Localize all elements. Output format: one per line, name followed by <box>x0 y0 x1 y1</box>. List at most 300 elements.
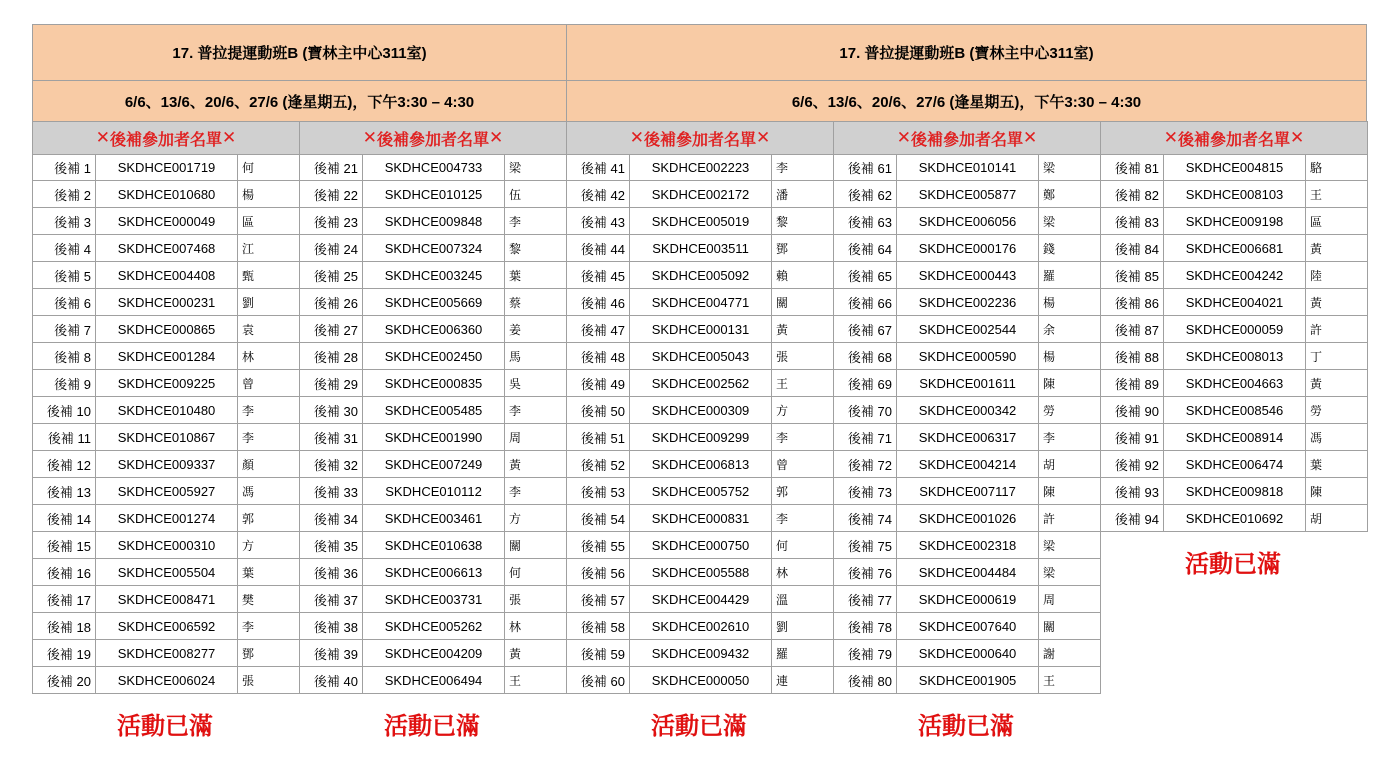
table-row <box>833 316 1101 343</box>
waitlist-number: 後補 4 <box>33 235 96 261</box>
member-id: SKDHCE005262 <box>363 613 505 639</box>
waitlist-number: 後補 86 <box>1101 289 1164 315</box>
waitlist-number: 後補 48 <box>567 343 630 369</box>
member-surname: 鄧 <box>242 646 255 661</box>
member-id: SKDHCE005877 <box>897 181 1039 207</box>
member-id: SKDHCE000050 <box>630 667 772 693</box>
member-surname: 周 <box>1043 592 1056 607</box>
member-surname: 李 <box>242 403 255 418</box>
member-id: SKDHCE002610 <box>630 613 772 639</box>
waitlist-number: 後補 2 <box>33 181 96 207</box>
table-row <box>833 613 1101 640</box>
member-surname: 錢 <box>1043 241 1056 256</box>
table-row <box>566 613 834 640</box>
table-row <box>32 478 300 505</box>
table-row <box>566 343 834 370</box>
waitlist-number: 後補 71 <box>834 424 897 450</box>
table-row <box>1100 424 1368 451</box>
waitlist-number: 後補 22 <box>300 181 363 207</box>
x-mark-icon: ✕ <box>1023 128 1038 147</box>
waitlist-number: 後補 41 <box>567 154 630 180</box>
waitlist-number: 後補 7 <box>33 316 96 342</box>
table-row <box>833 208 1101 235</box>
member-id: SKDHCE001990 <box>363 424 505 450</box>
member-surname: 李 <box>509 403 522 418</box>
member-id: SKDHCE002223 <box>630 154 772 180</box>
table-row <box>299 451 567 478</box>
member-surname: 李 <box>1043 430 1056 445</box>
waitlist-number: 後補 89 <box>1101 370 1164 396</box>
waitlist-number: 後補 12 <box>33 451 96 477</box>
member-surname: 王 <box>509 673 522 688</box>
waitlist-number: 後補 40 <box>300 667 363 693</box>
member-surname: 黎 <box>509 241 522 256</box>
member-id: SKDHCE004021 <box>1164 289 1306 315</box>
table-row <box>1100 343 1368 370</box>
member-surname: 黎 <box>776 214 789 229</box>
waitlist-number: 後補 43 <box>567 208 630 234</box>
column-header-label: 後補參加者名單 <box>109 131 222 149</box>
member-surname: 李 <box>509 214 522 229</box>
x-mark-icon: ✕ <box>629 128 644 147</box>
waitlist-number: 後補 46 <box>567 289 630 315</box>
member-id: SKDHCE009818 <box>1164 478 1306 504</box>
waitlist-number: 後補 57 <box>567 586 630 612</box>
waitlist-number: 後補 85 <box>1101 262 1164 288</box>
waitlist-number: 後補 18 <box>33 613 96 639</box>
x-mark-icon: ✕ <box>362 128 377 147</box>
member-id: SKDHCE010112 <box>363 478 505 504</box>
member-id: SKDHCE005019 <box>630 208 772 234</box>
member-id: SKDHCE004663 <box>1164 370 1306 396</box>
table-row <box>566 478 834 505</box>
waitlist-number: 後補 80 <box>834 667 897 693</box>
table-row <box>299 289 567 316</box>
waitlist-number: 後補 8 <box>33 343 96 369</box>
member-surname: 袁 <box>242 322 255 337</box>
member-id: SKDHCE000049 <box>96 208 238 234</box>
member-surname: 張 <box>509 592 522 607</box>
waitlist-number: 後補 10 <box>33 397 96 423</box>
table-row <box>299 613 567 640</box>
table-row <box>833 262 1101 289</box>
waitlist-number: 後補 20 <box>33 667 96 693</box>
member-id: SKDHCE000865 <box>96 316 238 342</box>
waitlist-number: 後補 28 <box>300 343 363 369</box>
waitlist-number: 後補 36 <box>300 559 363 585</box>
waitlist-number: 後補 68 <box>834 343 897 369</box>
member-surname: 溫 <box>776 592 789 607</box>
member-id: SKDHCE000309 <box>630 397 772 423</box>
member-surname: 楊 <box>1043 349 1056 364</box>
member-surname: 黃 <box>509 457 522 472</box>
waitlist-number: 後補 70 <box>834 397 897 423</box>
member-id: SKDHCE007324 <box>363 235 505 261</box>
table-row <box>32 289 300 316</box>
table-row <box>566 154 834 181</box>
member-surname: 關 <box>509 538 522 553</box>
member-surname: 梁 <box>1043 160 1056 175</box>
waitlist-number: 後補 49 <box>567 370 630 396</box>
waitlist-number: 後補 55 <box>567 532 630 558</box>
waitlist-number: 後補 77 <box>834 586 897 612</box>
member-id: SKDHCE010125 <box>363 181 505 207</box>
member-surname: 葉 <box>509 268 522 283</box>
table-row <box>1100 370 1368 397</box>
member-id: SKDHCE000310 <box>96 532 238 558</box>
member-surname: 余 <box>1043 322 1056 337</box>
table-row <box>1100 289 1368 316</box>
table-row <box>566 235 834 262</box>
table-row <box>566 316 834 343</box>
member-surname: 馮 <box>242 484 255 499</box>
table-row <box>32 397 300 424</box>
member-surname: 馮 <box>1310 430 1323 445</box>
table-row <box>299 208 567 235</box>
table-row <box>299 343 567 370</box>
member-surname: 張 <box>776 349 789 364</box>
member-id: SKDHCE005043 <box>630 343 772 369</box>
table-row <box>833 289 1101 316</box>
member-id: SKDHCE005588 <box>630 559 772 585</box>
member-id: SKDHCE009337 <box>96 451 238 477</box>
table-row <box>32 505 300 532</box>
member-id: SKDHCE008471 <box>96 586 238 612</box>
table-row <box>299 532 567 559</box>
table-row <box>299 397 567 424</box>
waitlist-number: 後補 23 <box>300 208 363 234</box>
table-row <box>566 181 834 208</box>
member-id: SKDHCE004815 <box>1164 154 1306 180</box>
member-id: SKDHCE002544 <box>897 316 1039 342</box>
column-header <box>833 121 1101 155</box>
waitlist-number: 後補 44 <box>567 235 630 261</box>
waitlist-number: 後補 73 <box>834 478 897 504</box>
member-id: SKDHCE010692 <box>1164 505 1306 531</box>
member-surname: 周 <box>509 430 522 445</box>
column-header <box>299 121 567 155</box>
table-row <box>32 451 300 478</box>
member-id: SKDHCE004771 <box>630 289 772 315</box>
waitlist-number: 後補 53 <box>567 478 630 504</box>
column-header <box>1100 121 1368 155</box>
member-surname: 區 <box>1310 214 1323 229</box>
member-id: SKDHCE008546 <box>1164 397 1306 423</box>
member-id: SKDHCE007117 <box>897 478 1039 504</box>
table-row <box>32 208 300 235</box>
waitlist-number: 後補 94 <box>1101 505 1164 531</box>
member-surname: 羅 <box>1043 268 1056 283</box>
member-id: SKDHCE008914 <box>1164 424 1306 450</box>
table-row <box>566 559 834 586</box>
table-row <box>299 586 567 613</box>
table-row <box>1100 451 1368 478</box>
waitlist-number: 後補 72 <box>834 451 897 477</box>
member-id: SKDHCE006317 <box>897 424 1039 450</box>
member-surname: 葉 <box>242 565 255 580</box>
member-id: SKDHCE002318 <box>897 532 1039 558</box>
member-surname: 黃 <box>1310 241 1323 256</box>
member-surname: 關 <box>776 295 789 310</box>
waitlist-number: 後補 14 <box>33 505 96 531</box>
member-surname: 李 <box>509 484 522 499</box>
waitlist-number: 後補 19 <box>33 640 96 666</box>
member-surname: 何 <box>509 565 522 580</box>
waitlist-number: 後補 64 <box>834 235 897 261</box>
member-surname: 丁 <box>1310 349 1323 364</box>
column-header <box>566 121 834 155</box>
member-surname: 賴 <box>776 268 789 283</box>
waitlist-number: 後補 54 <box>567 505 630 531</box>
table-row <box>833 640 1101 667</box>
member-surname: 李 <box>242 430 255 445</box>
member-id: SKDHCE009299 <box>630 424 772 450</box>
member-surname: 郭 <box>242 511 255 526</box>
member-surname: 陸 <box>1310 268 1323 283</box>
member-id: SKDHCE006056 <box>897 208 1039 234</box>
member-id: SKDHCE000342 <box>897 397 1039 423</box>
table-row <box>299 505 567 532</box>
table-row <box>1100 505 1368 532</box>
table-row <box>833 478 1101 505</box>
member-id: SKDHCE006474 <box>1164 451 1306 477</box>
member-id: SKDHCE007640 <box>897 613 1039 639</box>
x-mark-icon: ✕ <box>222 128 237 147</box>
waitlist-number: 後補 30 <box>300 397 363 423</box>
x-mark-icon: ✕ <box>896 128 911 147</box>
member-id: SKDHCE002450 <box>363 343 505 369</box>
waitlist-number: 後補 11 <box>33 424 96 450</box>
member-surname: 鄭 <box>1043 187 1056 202</box>
waitlist-number: 後補 66 <box>834 289 897 315</box>
table-row <box>32 154 300 181</box>
member-id: SKDHCE005092 <box>630 262 772 288</box>
member-surname: 黃 <box>509 646 522 661</box>
table-row <box>299 559 567 586</box>
member-surname: 區 <box>242 214 255 229</box>
waitlist-number: 後補 24 <box>300 235 363 261</box>
waitlist-number: 後補 62 <box>834 181 897 207</box>
member-id: SKDHCE006592 <box>96 613 238 639</box>
table-row <box>299 370 567 397</box>
x-mark-icon: ✕ <box>95 128 110 147</box>
waitlist-number: 後補 78 <box>834 613 897 639</box>
table-row <box>833 424 1101 451</box>
member-id: SKDHCE009432 <box>630 640 772 666</box>
member-surname: 梁 <box>1043 565 1056 580</box>
member-surname: 方 <box>776 403 789 418</box>
member-surname: 胡 <box>1310 511 1323 526</box>
member-surname: 郭 <box>776 484 789 499</box>
table-row <box>32 559 300 586</box>
waitlist-number: 後補 42 <box>567 181 630 207</box>
waitlist-number: 後補 32 <box>300 451 363 477</box>
column-header <box>32 121 300 155</box>
table-row <box>299 154 567 181</box>
member-id: SKDHCE008103 <box>1164 181 1306 207</box>
table-row <box>299 262 567 289</box>
waitlist-number: 後補 75 <box>834 532 897 558</box>
waitlist-number: 後補 50 <box>567 397 630 423</box>
waitlist-number: 後補 35 <box>300 532 363 558</box>
member-id: SKDHCE003245 <box>363 262 505 288</box>
waitlist-number: 後補 56 <box>567 559 630 585</box>
table-row <box>833 154 1101 181</box>
table-row <box>566 640 834 667</box>
member-id: SKDHCE004214 <box>897 451 1039 477</box>
table-row <box>32 640 300 667</box>
waitlist-number: 後補 90 <box>1101 397 1164 423</box>
member-id: SKDHCE001026 <box>897 505 1039 531</box>
waitlist-number: 後補 60 <box>567 667 630 693</box>
table-row <box>833 451 1101 478</box>
member-surname: 黃 <box>1310 376 1323 391</box>
waitlist-number: 後補 87 <box>1101 316 1164 342</box>
column-header-label: 後補參加者名單 <box>376 131 489 149</box>
waitlist-number: 後補 74 <box>834 505 897 531</box>
schedule-left: 6/6、13/6、20/6、27/6 (逢星期五)，下午3:30 – 4:30 <box>32 80 567 122</box>
waitlist-number: 後補 84 <box>1101 235 1164 261</box>
member-surname: 羅 <box>776 646 789 661</box>
member-surname: 鄧 <box>776 241 789 256</box>
activity-full-label: 活動已滿 <box>651 713 747 740</box>
member-id: SKDHCE010141 <box>897 154 1039 180</box>
member-id: SKDHCE000131 <box>630 316 772 342</box>
table-row <box>1100 262 1368 289</box>
waitlist-number: 後補 65 <box>834 262 897 288</box>
member-id: SKDHCE000619 <box>897 586 1039 612</box>
table-row <box>32 424 300 451</box>
column-header-label: 後補參加者名單 <box>1177 131 1290 149</box>
table-row <box>566 397 834 424</box>
member-surname: 馬 <box>509 349 522 364</box>
member-id: SKDHCE000640 <box>897 640 1039 666</box>
member-id: SKDHCE005752 <box>630 478 772 504</box>
waitlist-number: 後補 39 <box>300 640 363 666</box>
table-row <box>32 235 300 262</box>
member-id: SKDHCE004408 <box>96 262 238 288</box>
member-surname: 勞 <box>1310 403 1323 418</box>
waitlist-number: 後補 79 <box>834 640 897 666</box>
member-surname: 伍 <box>509 187 522 202</box>
table-row <box>833 343 1101 370</box>
waitlist-number: 後補 5 <box>33 262 96 288</box>
waitlist-number: 後補 63 <box>834 208 897 234</box>
table-row <box>299 640 567 667</box>
waitlist-number: 後補 13 <box>33 478 96 504</box>
waitlist-number: 後補 82 <box>1101 181 1164 207</box>
member-id: SKDHCE000059 <box>1164 316 1306 342</box>
member-id: SKDHCE001611 <box>897 370 1039 396</box>
member-id: SKDHCE000835 <box>363 370 505 396</box>
member-surname: 江 <box>242 241 255 256</box>
member-id: SKDHCE000443 <box>897 262 1039 288</box>
table-row <box>1100 316 1368 343</box>
member-id: SKDHCE006024 <box>96 667 238 693</box>
table-row <box>1100 208 1368 235</box>
member-surname: 曾 <box>776 457 789 472</box>
waitlist-number: 後補 3 <box>33 208 96 234</box>
member-id: SKDHCE004484 <box>897 559 1039 585</box>
member-surname: 張 <box>242 673 255 688</box>
x-mark-icon: ✕ <box>756 128 771 147</box>
member-surname: 楊 <box>242 187 255 202</box>
activity-full-label: 活動已滿 <box>117 713 213 740</box>
table-row <box>566 289 834 316</box>
member-id: SKDHCE002172 <box>630 181 772 207</box>
member-surname: 黃 <box>1310 295 1323 310</box>
table-row <box>32 262 300 289</box>
table-row <box>299 181 567 208</box>
member-surname: 顏 <box>242 457 255 472</box>
member-id: SKDHCE009225 <box>96 370 238 396</box>
member-id: SKDHCE004429 <box>630 586 772 612</box>
member-id: SKDHCE005669 <box>363 289 505 315</box>
activity-full-label: 活動已滿 <box>384 713 480 740</box>
member-id: SKDHCE009848 <box>363 208 505 234</box>
waitlist-number: 後補 33 <box>300 478 363 504</box>
table-row <box>32 343 300 370</box>
table-row <box>299 424 567 451</box>
member-surname: 梁 <box>509 160 522 175</box>
member-id: SKDHCE000750 <box>630 532 772 558</box>
waitlist-number: 後補 26 <box>300 289 363 315</box>
member-surname: 蔡 <box>509 295 522 310</box>
waitlist-number: 後補 76 <box>834 559 897 585</box>
member-surname: 李 <box>776 511 789 526</box>
table-row <box>32 667 300 694</box>
member-surname: 姜 <box>509 322 522 337</box>
table-row <box>833 181 1101 208</box>
member-id: SKDHCE003461 <box>363 505 505 531</box>
member-id: SKDHCE007468 <box>96 235 238 261</box>
member-surname: 陳 <box>1310 484 1323 499</box>
waitlist-number: 後補 1 <box>33 154 96 180</box>
member-surname: 黃 <box>776 322 789 337</box>
member-id: SKDHCE004242 <box>1164 262 1306 288</box>
member-id: SKDHCE008013 <box>1164 343 1306 369</box>
member-surname: 李 <box>776 430 789 445</box>
table-row <box>566 262 834 289</box>
member-surname: 劉 <box>242 295 255 310</box>
member-surname: 陳 <box>1043 376 1056 391</box>
member-surname: 林 <box>509 619 522 634</box>
member-id: SKDHCE004733 <box>363 154 505 180</box>
table-row <box>1100 154 1368 181</box>
waitlist-number: 後補 27 <box>300 316 363 342</box>
member-id: SKDHCE001274 <box>96 505 238 531</box>
table-row <box>833 559 1101 586</box>
member-id: SKDHCE006813 <box>630 451 772 477</box>
member-id: SKDHCE010480 <box>96 397 238 423</box>
member-surname: 何 <box>776 538 789 553</box>
member-surname: 劉 <box>776 619 789 634</box>
member-id: SKDHCE006681 <box>1164 235 1306 261</box>
member-surname: 林 <box>776 565 789 580</box>
member-surname: 勞 <box>1043 403 1056 418</box>
member-surname: 駱 <box>1310 160 1323 175</box>
member-id: SKDHCE009198 <box>1164 208 1306 234</box>
waitlist-number: 後補 17 <box>33 586 96 612</box>
column-header-label: 後補參加者名單 <box>643 131 756 149</box>
member-id: SKDHCE000590 <box>897 343 1039 369</box>
waitlist-number: 後補 37 <box>300 586 363 612</box>
table-row <box>833 370 1101 397</box>
member-surname: 關 <box>1043 619 1056 634</box>
member-id: SKDHCE002562 <box>630 370 772 396</box>
waitlist-number: 後補 47 <box>567 316 630 342</box>
waitlist-number: 後補 51 <box>567 424 630 450</box>
